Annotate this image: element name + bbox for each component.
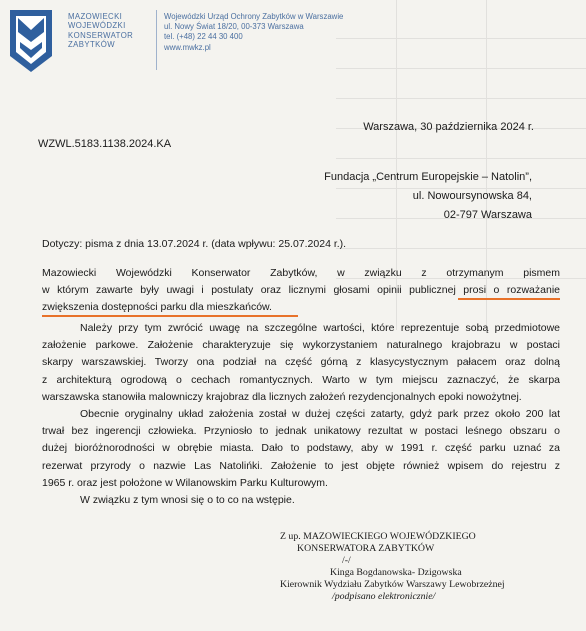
brand-name: MAZOWIECKI WOJEWÓDZKI KONSERWATOR ZABYTKÓW: [68, 12, 134, 50]
highlight-underline: [42, 315, 298, 317]
reference-number: WZWL.5183.1138.2024.KA: [38, 138, 172, 150]
paragraph-1: Mazowiecki Wojewódzki Konserwator Zabytków, w związku z otrzymanym pismem w którym zawarte były uwagi i postulaty oraz licznymi głosami opinii publicznej prosi o rozważanie zwiększenia dostępności parku dla mieszkańców.: [42, 267, 560, 314]
paragraph-3: Obecnie oryginalny układ założenia został w dużej części zatarty, gdyż park przez około 200 lat trwał bez ingerencji człowieka. Przyniosło to jednak unikatowy rezultat w postaci leśnego obszaru o dużej bioróżnorodności w obrębie miasta. Dało to podstawy, aby w 1991 r. część parku uznać za rezerwat przyrody o nazwie Las Natolińki. Założenie to jest objęte również wpisem do rejestru z 1965 r. oraz jest położone w Wilanowskim Parku Kulturowym.: [42, 408, 560, 489]
highlight-underline: [458, 298, 560, 300]
paragraph-2: Należy przy tym zwrócić uwagę na szczególne wartości, które reprezentuje sobą przedmiotowe założenie parkowe. Założenie charakteryzuje się wykorzystaniem naturalnego krajobrazu w postaci skarpy warszawskiej. Tworzy ona podział na część górną z klasycystycznym pałacem oraz dolną z architekturą ogrodową o cechach romantycznych. Warto w tym miejscu zaznaczyć, że skarpa warszawska stanowiła malowniczy krajobraz dla licznych założeń rezydencjonalnych epoki nowożytnej.: [42, 322, 560, 403]
subject-line: Dotyczy: pisma z dnia 13.07.2024 r. (data wpływu: 25.07.2024 r.).: [42, 238, 347, 250]
signature-block: Z up. MAZOWIECKIEGO WOJEWÓDZKIEGO KONSERWATORA ZABYTKÓW /-/ Kinga Bogdanowska- Dzigowska Kierownik Wydziału Zabytków Warszawy Lewobrzeżnej /podpisano elektronicznie/: [280, 531, 505, 602]
paragraph-4: W związku z tym wnosi się o to co na wstępie.: [80, 494, 295, 506]
mwkz-logo-icon: [8, 8, 54, 74]
date-line: Warszawa, 30 października 2024 r.: [363, 121, 534, 133]
recipient-address: Fundacja „Centrum Europejskie – Natolin”, ul. Nowoursynowska 84, 02-797 Warszawa: [324, 171, 532, 221]
header-divider: [156, 10, 157, 70]
office-address-block: Wojewódzki Urząd Ochrony Zabytków w Warszawie ul. Nowy Świat 18/20, 00-373 Warszawa tel. (+48) 22 44 30 400 www.mwkz.pl: [164, 12, 344, 52]
